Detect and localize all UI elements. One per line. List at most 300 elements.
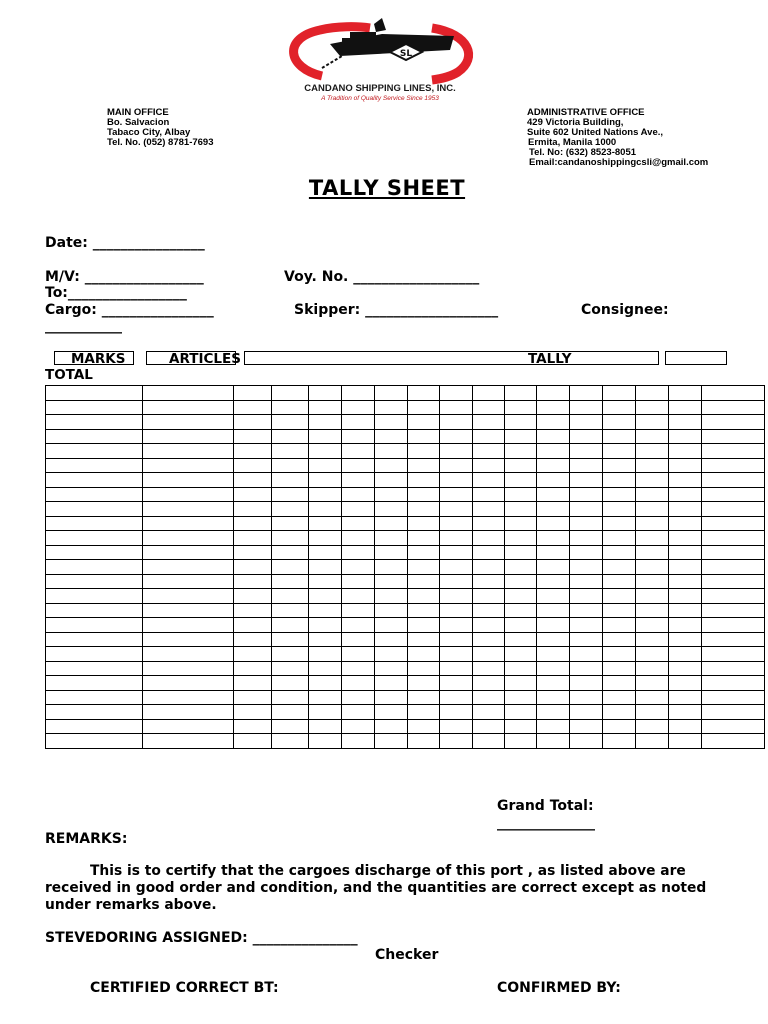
marks-cell[interactable] — [46, 603, 143, 618]
total-cell[interactable] — [702, 618, 765, 633]
tally-cell[interactable] — [272, 516, 309, 531]
tally-cell[interactable] — [309, 647, 342, 662]
tally-cell[interactable] — [669, 531, 702, 546]
tally-cell[interactable] — [537, 386, 570, 401]
tally-cell[interactable] — [669, 690, 702, 705]
tally-cell[interactable] — [669, 589, 702, 604]
tally-cell[interactable] — [342, 386, 375, 401]
tally-cell[interactable] — [309, 545, 342, 560]
articles-cell[interactable] — [143, 719, 234, 734]
tally-cell[interactable] — [537, 618, 570, 633]
tally-cell[interactable] — [234, 386, 272, 401]
mv-field[interactable]: M/V: _________________ — [45, 269, 204, 285]
tally-cell[interactable] — [669, 487, 702, 502]
tally-cell[interactable] — [234, 458, 272, 473]
total-cell[interactable] — [702, 400, 765, 415]
articles-cell[interactable] — [143, 473, 234, 488]
tally-cell[interactable] — [440, 560, 473, 575]
tally-cell[interactable] — [375, 705, 408, 720]
tally-cell[interactable] — [636, 516, 669, 531]
tally-cell[interactable] — [375, 603, 408, 618]
tally-cell[interactable] — [440, 415, 473, 430]
total-cell[interactable] — [702, 444, 765, 459]
tally-cell[interactable] — [603, 632, 636, 647]
tally-cell[interactable] — [537, 415, 570, 430]
tally-cell[interactable] — [537, 603, 570, 618]
tally-cell[interactable] — [342, 618, 375, 633]
tally-cell[interactable] — [636, 574, 669, 589]
tally-cell[interactable] — [505, 545, 537, 560]
tally-cell[interactable] — [272, 560, 309, 575]
tally-cell[interactable] — [342, 589, 375, 604]
marks-cell[interactable] — [46, 560, 143, 575]
total-cell[interactable] — [702, 690, 765, 705]
tally-cell[interactable] — [375, 444, 408, 459]
tally-cell[interactable] — [342, 458, 375, 473]
tally-cell[interactable] — [440, 574, 473, 589]
tally-cell[interactable] — [309, 473, 342, 488]
marks-cell[interactable] — [46, 618, 143, 633]
tally-cell[interactable] — [309, 400, 342, 415]
total-cell[interactable] — [702, 560, 765, 575]
tally-cell[interactable] — [375, 734, 408, 749]
tally-cell[interactable] — [309, 386, 342, 401]
tally-cell[interactable] — [669, 429, 702, 444]
tally-cell[interactable] — [505, 719, 537, 734]
tally-cell[interactable] — [234, 400, 272, 415]
tally-cell[interactable] — [636, 429, 669, 444]
tally-cell[interactable] — [440, 386, 473, 401]
tally-cell[interactable] — [408, 386, 440, 401]
tally-cell[interactable] — [473, 661, 505, 676]
tally-cell[interactable] — [408, 458, 440, 473]
tally-cell[interactable] — [375, 429, 408, 444]
tally-cell[interactable] — [473, 574, 505, 589]
tally-cell[interactable] — [636, 386, 669, 401]
total-cell[interactable] — [702, 705, 765, 720]
tally-cell[interactable] — [375, 632, 408, 647]
tally-cell[interactable] — [473, 473, 505, 488]
tally-cell[interactable] — [473, 545, 505, 560]
tally-cell[interactable] — [440, 473, 473, 488]
total-cell[interactable] — [702, 487, 765, 502]
tally-cell[interactable] — [234, 560, 272, 575]
marks-cell[interactable] — [46, 719, 143, 734]
tally-cell[interactable] — [505, 400, 537, 415]
tally-cell[interactable] — [408, 647, 440, 662]
tally-cell[interactable] — [537, 516, 570, 531]
tally-cell[interactable] — [505, 574, 537, 589]
tally-cell[interactable] — [537, 487, 570, 502]
tally-cell[interactable] — [342, 444, 375, 459]
tally-cell[interactable] — [309, 661, 342, 676]
tally-cell[interactable] — [234, 516, 272, 531]
tally-cell[interactable] — [603, 531, 636, 546]
tally-cell[interactable] — [473, 603, 505, 618]
total-cell[interactable] — [702, 647, 765, 662]
articles-cell[interactable] — [143, 560, 234, 575]
tally-cell[interactable] — [603, 429, 636, 444]
tally-cell[interactable] — [669, 719, 702, 734]
articles-cell[interactable] — [143, 429, 234, 444]
tally-cell[interactable] — [272, 618, 309, 633]
tally-cell[interactable] — [440, 429, 473, 444]
tally-cell[interactable] — [537, 545, 570, 560]
tally-cell[interactable] — [234, 647, 272, 662]
tally-cell[interactable] — [440, 444, 473, 459]
tally-cell[interactable] — [408, 400, 440, 415]
articles-cell[interactable] — [143, 589, 234, 604]
tally-cell[interactable] — [440, 400, 473, 415]
tally-cell[interactable] — [669, 400, 702, 415]
tally-cell[interactable] — [440, 690, 473, 705]
articles-cell[interactable] — [143, 734, 234, 749]
tally-cell[interactable] — [342, 415, 375, 430]
tally-cell[interactable] — [473, 400, 505, 415]
total-cell[interactable] — [702, 545, 765, 560]
tally-cell[interactable] — [440, 647, 473, 662]
tally-cell[interactable] — [375, 690, 408, 705]
tally-cell[interactable] — [309, 487, 342, 502]
cargo-field[interactable]: Cargo: ________________ — [45, 302, 214, 318]
tally-cell[interactable] — [375, 618, 408, 633]
consignee-field[interactable]: ___________ — [45, 318, 122, 334]
tally-cell[interactable] — [570, 705, 603, 720]
tally-cell[interactable] — [669, 734, 702, 749]
total-cell[interactable] — [702, 661, 765, 676]
tally-cell[interactable] — [537, 574, 570, 589]
tally-cell[interactable] — [440, 502, 473, 517]
total-cell[interactable] — [702, 473, 765, 488]
tally-cell[interactable] — [473, 531, 505, 546]
tally-cell[interactable] — [375, 386, 408, 401]
tally-cell[interactable] — [669, 516, 702, 531]
tally-cell[interactable] — [669, 632, 702, 647]
tally-cell[interactable] — [342, 632, 375, 647]
tally-cell[interactable] — [473, 690, 505, 705]
tally-cell[interactable] — [272, 531, 309, 546]
tally-cell[interactable] — [272, 458, 309, 473]
tally-cell[interactable] — [603, 589, 636, 604]
tally-cell[interactable] — [636, 618, 669, 633]
tally-cell[interactable] — [603, 603, 636, 618]
tally-cell[interactable] — [603, 734, 636, 749]
tally-cell[interactable] — [408, 734, 440, 749]
tally-cell[interactable] — [570, 560, 603, 575]
tally-cell[interactable] — [473, 487, 505, 502]
tally-cell[interactable] — [636, 647, 669, 662]
total-cell[interactable] — [702, 719, 765, 734]
tally-cell[interactable] — [636, 502, 669, 517]
tally-cell[interactable] — [505, 705, 537, 720]
tally-cell[interactable] — [570, 502, 603, 517]
tally-cell[interactable] — [342, 487, 375, 502]
tally-cell[interactable] — [669, 502, 702, 517]
tally-cell[interactable] — [272, 647, 309, 662]
tally-cell[interactable] — [272, 632, 309, 647]
tally-cell[interactable] — [537, 429, 570, 444]
tally-cell[interactable] — [603, 676, 636, 691]
tally-cell[interactable] — [408, 516, 440, 531]
total-cell[interactable] — [702, 603, 765, 618]
articles-cell[interactable] — [143, 415, 234, 430]
tally-cell[interactable] — [309, 429, 342, 444]
tally-cell[interactable] — [473, 719, 505, 734]
tally-cell[interactable] — [342, 545, 375, 560]
tally-cell[interactable] — [636, 560, 669, 575]
tally-cell[interactable] — [636, 705, 669, 720]
total-cell[interactable] — [702, 676, 765, 691]
tally-cell[interactable] — [342, 705, 375, 720]
tally-cell[interactable] — [234, 690, 272, 705]
marks-cell[interactable] — [46, 531, 143, 546]
tally-cell[interactable] — [669, 545, 702, 560]
tally-cell[interactable] — [440, 734, 473, 749]
tally-cell[interactable] — [375, 487, 408, 502]
tally-cell[interactable] — [272, 589, 309, 604]
tally-cell[interactable] — [234, 705, 272, 720]
tally-cell[interactable] — [570, 415, 603, 430]
tally-cell[interactable] — [473, 560, 505, 575]
tally-cell[interactable] — [636, 661, 669, 676]
tally-cell[interactable] — [309, 531, 342, 546]
tally-cell[interactable] — [342, 603, 375, 618]
tally-cell[interactable] — [272, 574, 309, 589]
tally-cell[interactable] — [408, 444, 440, 459]
tally-cell[interactable] — [272, 400, 309, 415]
tally-cell[interactable] — [234, 487, 272, 502]
tally-cell[interactable] — [636, 632, 669, 647]
tally-cell[interactable] — [570, 603, 603, 618]
tally-cell[interactable] — [669, 386, 702, 401]
tally-cell[interactable] — [570, 734, 603, 749]
tally-cell[interactable] — [375, 676, 408, 691]
total-cell[interactable] — [702, 516, 765, 531]
tally-cell[interactable] — [309, 618, 342, 633]
tally-cell[interactable] — [537, 632, 570, 647]
tally-cell[interactable] — [636, 719, 669, 734]
tally-cell[interactable] — [669, 603, 702, 618]
tally-cell[interactable] — [272, 661, 309, 676]
tally-cell[interactable] — [636, 690, 669, 705]
tally-cell[interactable] — [603, 516, 636, 531]
tally-cell[interactable] — [234, 734, 272, 749]
tally-cell[interactable] — [234, 589, 272, 604]
tally-cell[interactable] — [570, 618, 603, 633]
tally-cell[interactable] — [309, 705, 342, 720]
tally-cell[interactable] — [375, 574, 408, 589]
tally-cell[interactable] — [473, 647, 505, 662]
marks-cell[interactable] — [46, 574, 143, 589]
articles-cell[interactable] — [143, 603, 234, 618]
tally-cell[interactable] — [603, 560, 636, 575]
skipper-field[interactable]: Skipper: ___________________ — [294, 302, 499, 318]
tally-cell[interactable] — [570, 545, 603, 560]
tally-cell[interactable] — [636, 603, 669, 618]
tally-cell[interactable] — [570, 719, 603, 734]
tally-cell[interactable] — [537, 661, 570, 676]
tally-cell[interactable] — [505, 502, 537, 517]
tally-cell[interactable] — [505, 386, 537, 401]
tally-cell[interactable] — [342, 676, 375, 691]
tally-cell[interactable] — [537, 690, 570, 705]
tally-cell[interactable] — [505, 661, 537, 676]
tally-cell[interactable] — [505, 415, 537, 430]
tally-cell[interactable] — [570, 676, 603, 691]
articles-cell[interactable] — [143, 705, 234, 720]
marks-cell[interactable] — [46, 676, 143, 691]
tally-cell[interactable] — [473, 632, 505, 647]
tally-cell[interactable] — [309, 415, 342, 430]
tally-cell[interactable] — [440, 545, 473, 560]
articles-cell[interactable] — [143, 676, 234, 691]
tally-cell[interactable] — [505, 734, 537, 749]
marks-cell[interactable] — [46, 705, 143, 720]
tally-cell[interactable] — [473, 386, 505, 401]
tally-cell[interactable] — [603, 400, 636, 415]
tally-cell[interactable] — [342, 574, 375, 589]
total-cell[interactable] — [702, 574, 765, 589]
tally-cell[interactable] — [272, 545, 309, 560]
tally-cell[interactable] — [375, 661, 408, 676]
articles-cell[interactable] — [143, 400, 234, 415]
tally-cell[interactable] — [636, 589, 669, 604]
tally-cell[interactable] — [473, 589, 505, 604]
tally-cell[interactable] — [570, 516, 603, 531]
articles-cell[interactable] — [143, 574, 234, 589]
tally-cell[interactable] — [440, 531, 473, 546]
marks-cell[interactable] — [46, 545, 143, 560]
marks-cell[interactable] — [46, 487, 143, 502]
tally-cell[interactable] — [570, 487, 603, 502]
tally-cell[interactable] — [603, 661, 636, 676]
tally-cell[interactable] — [537, 458, 570, 473]
tally-cell[interactable] — [537, 560, 570, 575]
tally-cell[interactable] — [342, 516, 375, 531]
tally-cell[interactable] — [272, 502, 309, 517]
tally-cell[interactable] — [636, 473, 669, 488]
tally-cell[interactable] — [408, 487, 440, 502]
tally-cell[interactable] — [440, 603, 473, 618]
tally-cell[interactable] — [440, 589, 473, 604]
tally-cell[interactable] — [603, 458, 636, 473]
marks-cell[interactable] — [46, 429, 143, 444]
tally-cell[interactable] — [234, 632, 272, 647]
tally-cell[interactable] — [570, 531, 603, 546]
tally-cell[interactable] — [505, 647, 537, 662]
tally-cell[interactable] — [473, 415, 505, 430]
tally-cell[interactable] — [234, 574, 272, 589]
tally-cell[interactable] — [408, 429, 440, 444]
tally-cell[interactable] — [342, 690, 375, 705]
tally-cell[interactable] — [603, 618, 636, 633]
tally-cell[interactable] — [309, 632, 342, 647]
tally-cell[interactable] — [570, 473, 603, 488]
grand-total-field[interactable]: ______________ — [497, 815, 595, 831]
tally-cell[interactable] — [505, 429, 537, 444]
tally-cell[interactable] — [505, 487, 537, 502]
tally-cell[interactable] — [636, 400, 669, 415]
total-cell[interactable] — [702, 589, 765, 604]
total-cell[interactable] — [702, 429, 765, 444]
tally-cell[interactable] — [309, 560, 342, 575]
articles-cell[interactable] — [143, 531, 234, 546]
tally-cell[interactable] — [473, 444, 505, 459]
marks-cell[interactable] — [46, 502, 143, 517]
tally-cell[interactable] — [272, 415, 309, 430]
marks-cell[interactable] — [46, 589, 143, 604]
tally-cell[interactable] — [537, 502, 570, 517]
tally-cell[interactable] — [272, 676, 309, 691]
tally-cell[interactable] — [375, 473, 408, 488]
marks-cell[interactable] — [46, 400, 143, 415]
tally-cell[interactable] — [505, 676, 537, 691]
tally-cell[interactable] — [408, 719, 440, 734]
tally-cell[interactable] — [505, 589, 537, 604]
tally-cell[interactable] — [408, 676, 440, 691]
tally-cell[interactable] — [440, 458, 473, 473]
tally-cell[interactable] — [440, 719, 473, 734]
total-cell[interactable] — [702, 458, 765, 473]
marks-cell[interactable] — [46, 734, 143, 749]
articles-cell[interactable] — [143, 458, 234, 473]
tally-cell[interactable] — [603, 574, 636, 589]
tally-cell[interactable] — [309, 719, 342, 734]
tally-cell[interactable] — [342, 400, 375, 415]
tally-cell[interactable] — [505, 618, 537, 633]
tally-cell[interactable] — [505, 603, 537, 618]
tally-cell[interactable] — [636, 487, 669, 502]
tally-cell[interactable] — [669, 415, 702, 430]
total-cell[interactable] — [702, 502, 765, 517]
tally-cell[interactable] — [375, 531, 408, 546]
tally-cell[interactable] — [669, 444, 702, 459]
marks-cell[interactable] — [46, 647, 143, 662]
tally-cell[interactable] — [408, 560, 440, 575]
tally-cell[interactable] — [636, 734, 669, 749]
articles-cell[interactable] — [143, 444, 234, 459]
tally-cell[interactable] — [570, 661, 603, 676]
tally-cell[interactable] — [272, 473, 309, 488]
tally-cell[interactable] — [603, 647, 636, 662]
tally-cell[interactable] — [342, 531, 375, 546]
tally-cell[interactable] — [440, 516, 473, 531]
tally-cell[interactable] — [234, 545, 272, 560]
tally-cell[interactable] — [234, 415, 272, 430]
tally-cell[interactable] — [473, 429, 505, 444]
tally-cell[interactable] — [537, 531, 570, 546]
tally-cell[interactable] — [570, 444, 603, 459]
tally-cell[interactable] — [234, 603, 272, 618]
tally-cell[interactable] — [342, 647, 375, 662]
marks-cell[interactable] — [46, 444, 143, 459]
tally-cell[interactable] — [342, 719, 375, 734]
tally-cell[interactable] — [234, 661, 272, 676]
tally-cell[interactable] — [473, 516, 505, 531]
total-cell[interactable] — [702, 632, 765, 647]
tally-cell[interactable] — [603, 705, 636, 720]
tally-cell[interactable] — [408, 502, 440, 517]
articles-cell[interactable] — [143, 516, 234, 531]
tally-cell[interactable] — [570, 589, 603, 604]
marks-cell[interactable] — [46, 458, 143, 473]
tally-cell[interactable] — [234, 676, 272, 691]
tally-cell[interactable] — [669, 676, 702, 691]
tally-cell[interactable] — [408, 545, 440, 560]
tally-cell[interactable] — [570, 632, 603, 647]
tally-cell[interactable] — [537, 705, 570, 720]
tally-cell[interactable] — [669, 661, 702, 676]
